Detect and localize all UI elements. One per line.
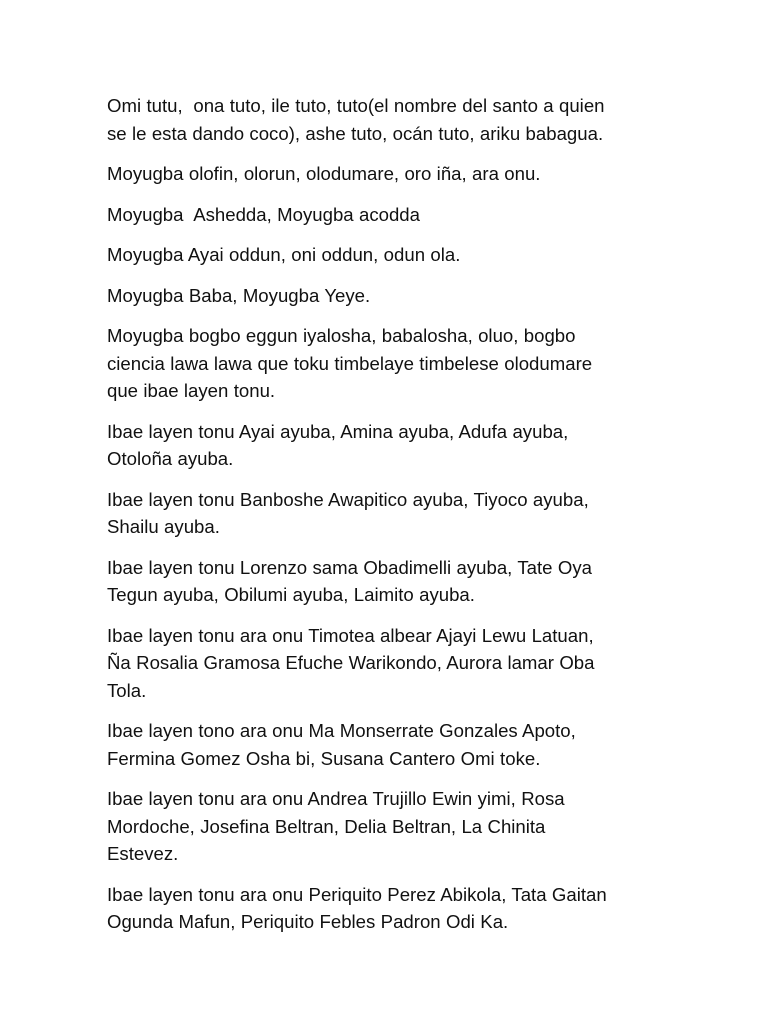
paragraph-6: Moyugba bogbo eggun iyalosha, babalosha, oluo, bogbo ciencia lawa lawa que toku timbelaye timbelese olodumare que ibae layen tonu. [107, 325, 593, 401]
paragraph-7: Ibae layen tonu Ayai ayuba, Amina ayuba, Adufa ayuba, Otoloña ayuba. [107, 420, 569, 469]
paragraph-4: Moyugba Ayai oddun, oni oddun, odun ola. [107, 244, 461, 265]
document-body [107, 92, 667, 949]
paragraph-2: Moyugba olofin, olorun, olodumare, oro iña, ara onu. [107, 163, 541, 184]
paragraph-13: Ibae layen tonu ara onu Periquito Perez Abikola, Tata Gaitan Ogunda Mafun, Periquito Febles Padron Odi Ka. [107, 883, 607, 932]
paragraph-9: Ibae layen tonu Lorenzo sama Obadimelli ayuba, Tate Oya Tegun ayuba, Obilumi ayuba, Laimito ayuba. [107, 556, 592, 605]
paragraph-3: Moyugba Ashedda, Moyugba acodda [107, 203, 420, 225]
paragraph-1: Omi tutu, ona tuto, ile tuto, tuto(el nombre del santo a quien se le esta dando coco), ashe tuto, ocán tuto, ariku babagua. [107, 95, 605, 144]
paragraph-11: Ibae layen tono ara onu Ma Monserrate Gonzales Apoto, Fermina Gomez Osha bi, Susana Cantero Omi toke. [107, 720, 576, 769]
paragraph-10: Ibae layen tonu ara onu Timotea albear Ajayi Lewu Latuan, Ña Rosalia Gramosa Efuche Warikondo, Aurora lamar Oba Tola. [107, 624, 595, 701]
paragraph-8: Ibae layen tonu Banboshe Awapitico ayuba, Tiyoco ayuba, Shailu ayuba. [107, 488, 589, 537]
paragraph-5: Moyugba Baba, Moyugba Yeye. [107, 284, 371, 306]
paragraph-12: Ibae layen tonu ara onu Andrea Trujillo Ewin yimi, Rosa Mordoche, Josefina Beltran, Delia Beltran, La Chinita Estevez. [107, 788, 565, 864]
